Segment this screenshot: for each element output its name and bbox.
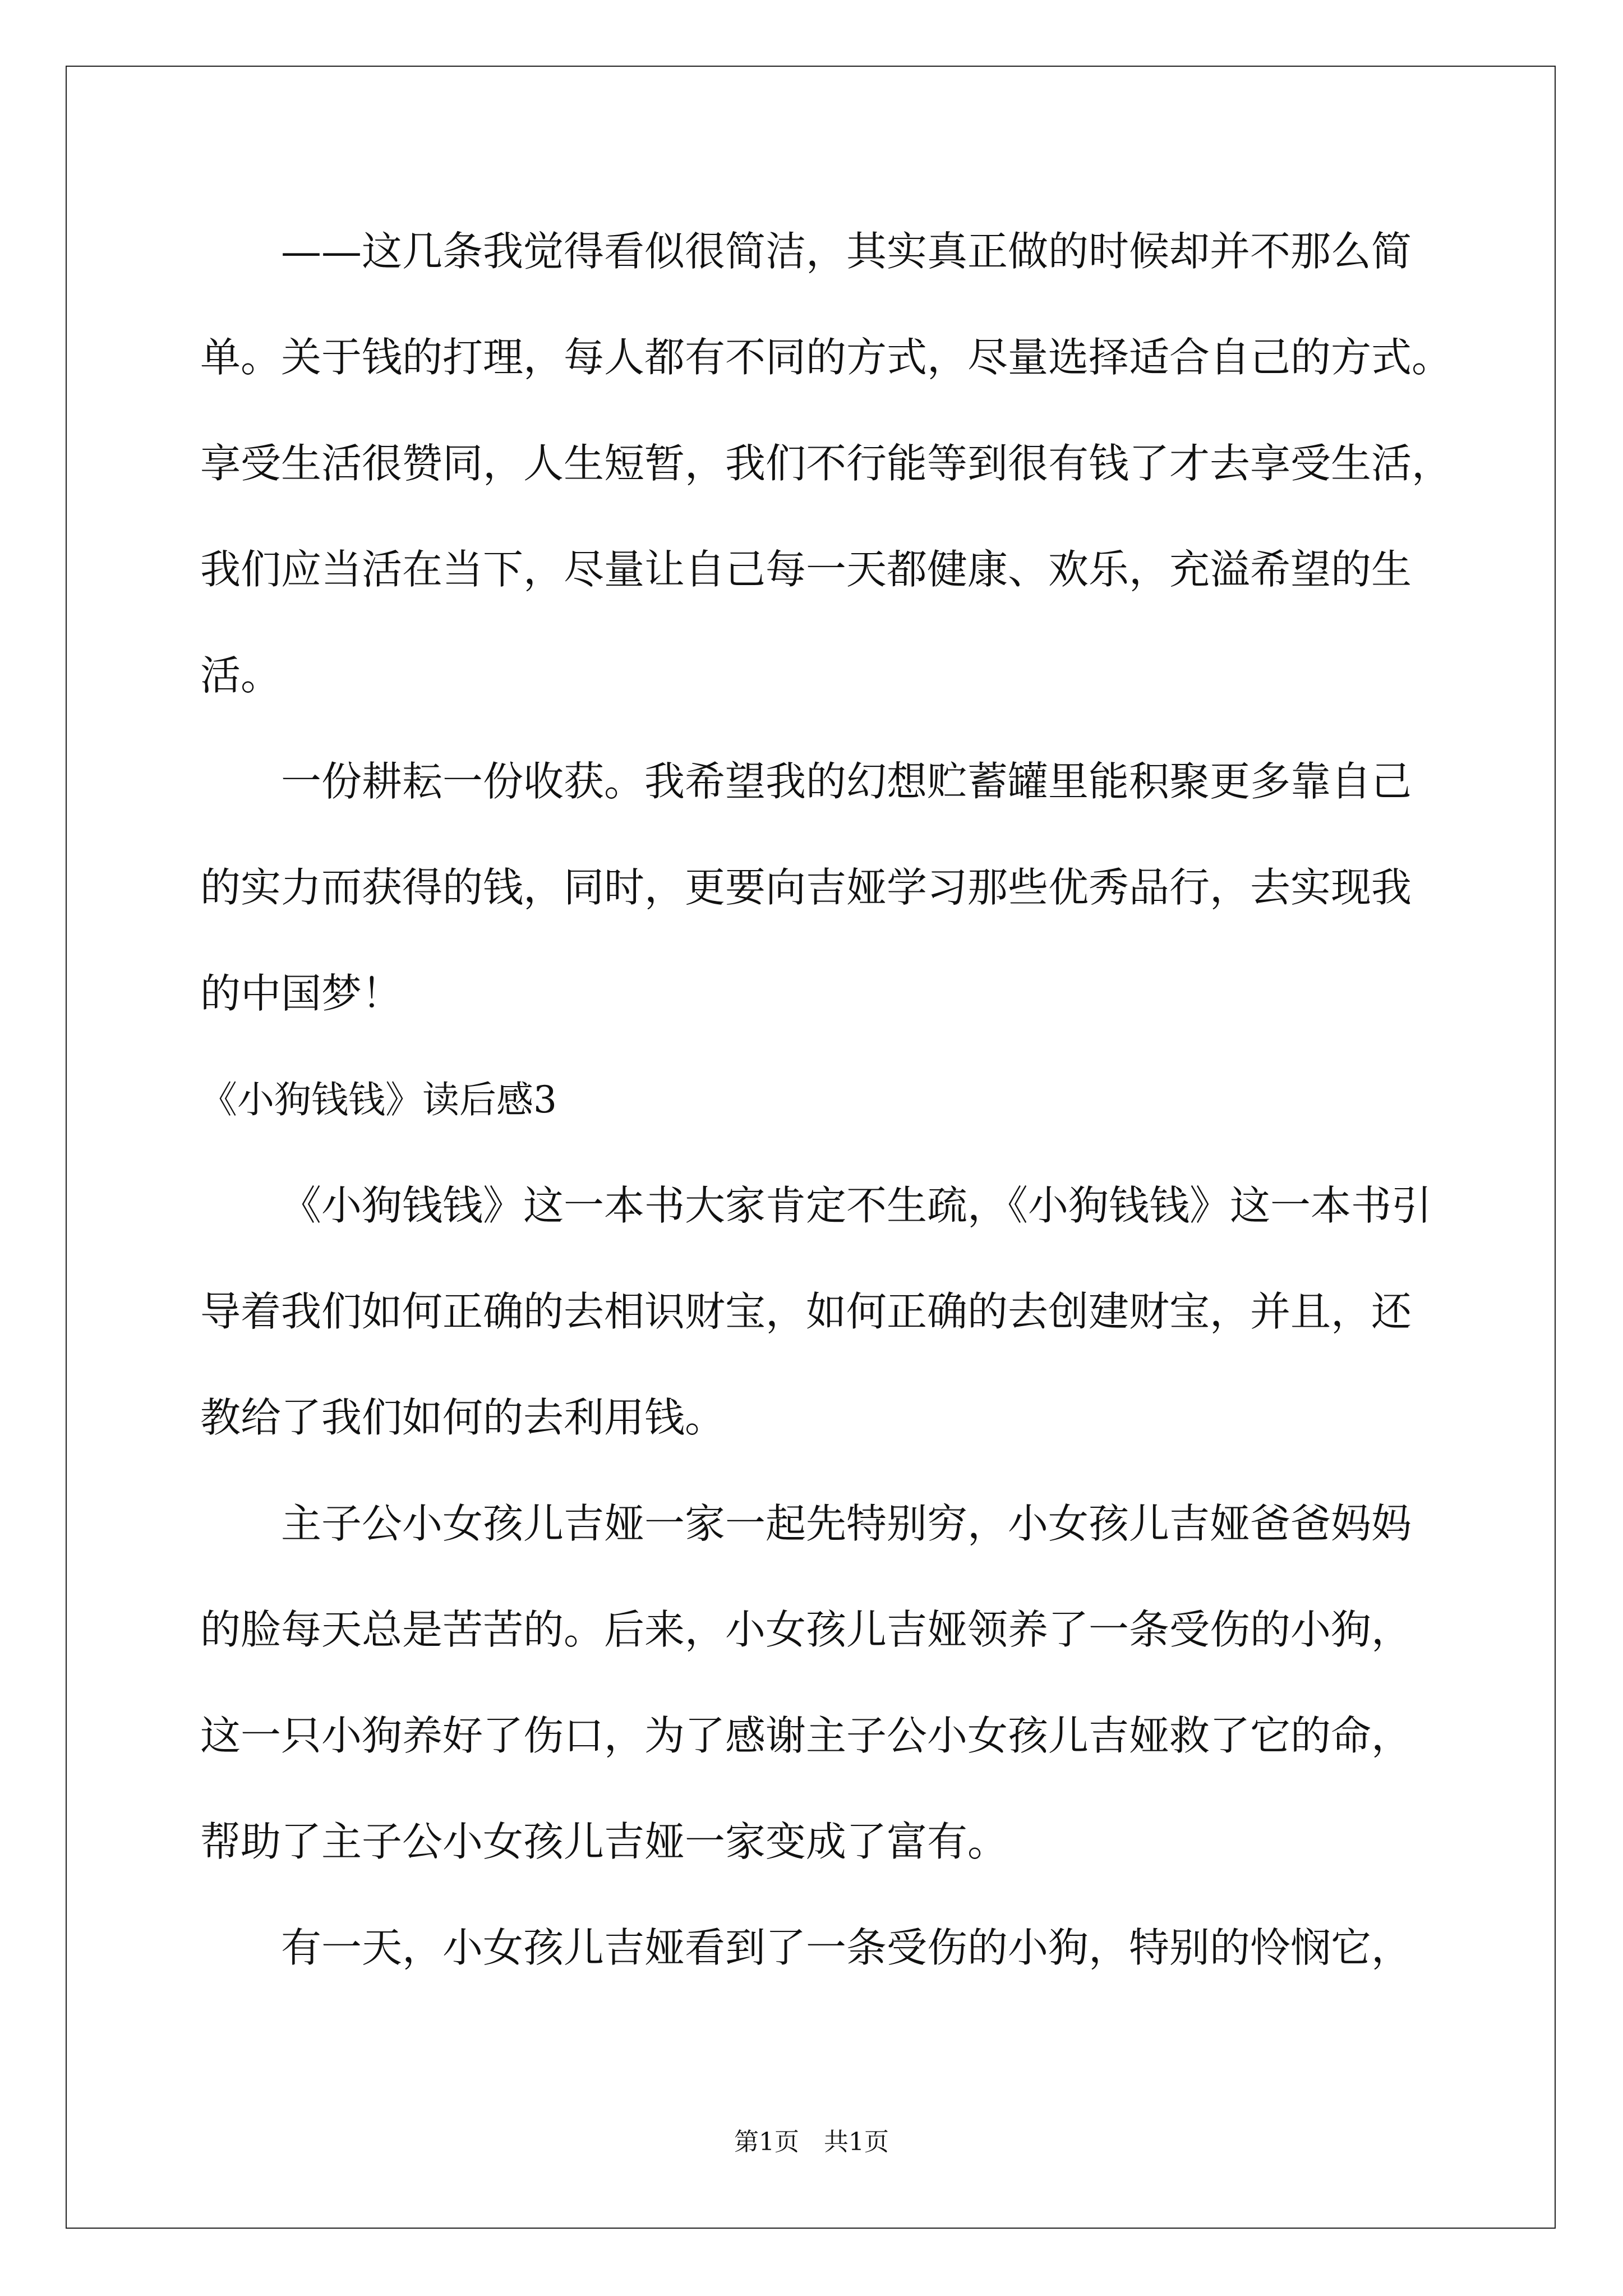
paragraph-line: 有一天，小女孩儿吉娅看到了一条受伤的小狗，特别的怜悯它， [281,1924,1412,1971]
paragraph-line: 单。关于钱的打理，每人都有不同的方式，尽量选择适合自己的方式。 [200,334,1453,381]
paragraph [200,729,1490,1047]
section-heading: 《小狗钱钱》读后感3 [200,1078,557,1121]
paragraph-line: 《小狗钱钱》这一本书大家肯定不生疏，《小狗钱钱》这一本书引 [281,1182,1432,1229]
paragraph [200,1471,1490,1895]
paragraph-line: 帮助了主子公小女孩儿吉娅一家变成了富有。 [200,1818,1008,1865]
document-body [200,199,1490,2001]
page-footer: 第1页 共1页 [734,2128,889,2156]
paragraph-line: 这一只小狗养好了伤口，为了感谢主子公小女孩儿吉娅救了它的命， [200,1712,1412,1759]
paragraph-line: 教给了我们如何的去利用钱。 [200,1394,726,1441]
paragraph-line: 导着我们如何正确的去相识财宝，如何正确的去创建财宝，并且，还 [200,1288,1412,1335]
paragraph-line: ——这几条我觉得看似很简洁，其实真正做的时候却并不那么简 [281,228,1412,275]
paragraph [200,1895,1490,2001]
paragraph-line: 一份耕耘一份收获。我希望我的幻想贮蓄罐里能积聚更多靠自己 [281,758,1412,805]
paragraph-line: 的脸每天总是苦苦的。后来，小女孩儿吉娅领养了一条受伤的小狗， [200,1606,1412,1653]
paragraph-line: 享受生活很赞同，人生短暂，我们不行能等到很有钱了才去享受生活， [200,440,1453,487]
paragraph-line: 我们应当活在当下，尽量让自己每一天都健康、欢乐，充溢希望的生 [200,546,1412,593]
paragraph-line: 的中国梦！ [200,970,403,1017]
paragraph-line: 的实力而获得的钱，同时，更要向吉娅学习那些优秀品行，去实现我 [200,864,1412,911]
paragraph-line: 主子公小女孩儿吉娅一家一起先特别穷，小女孩儿吉娅爸爸妈妈 [281,1500,1412,1547]
paragraph [200,199,1490,729]
paragraph-line: 活。 [200,652,282,699]
paragraph [200,1153,1490,1471]
